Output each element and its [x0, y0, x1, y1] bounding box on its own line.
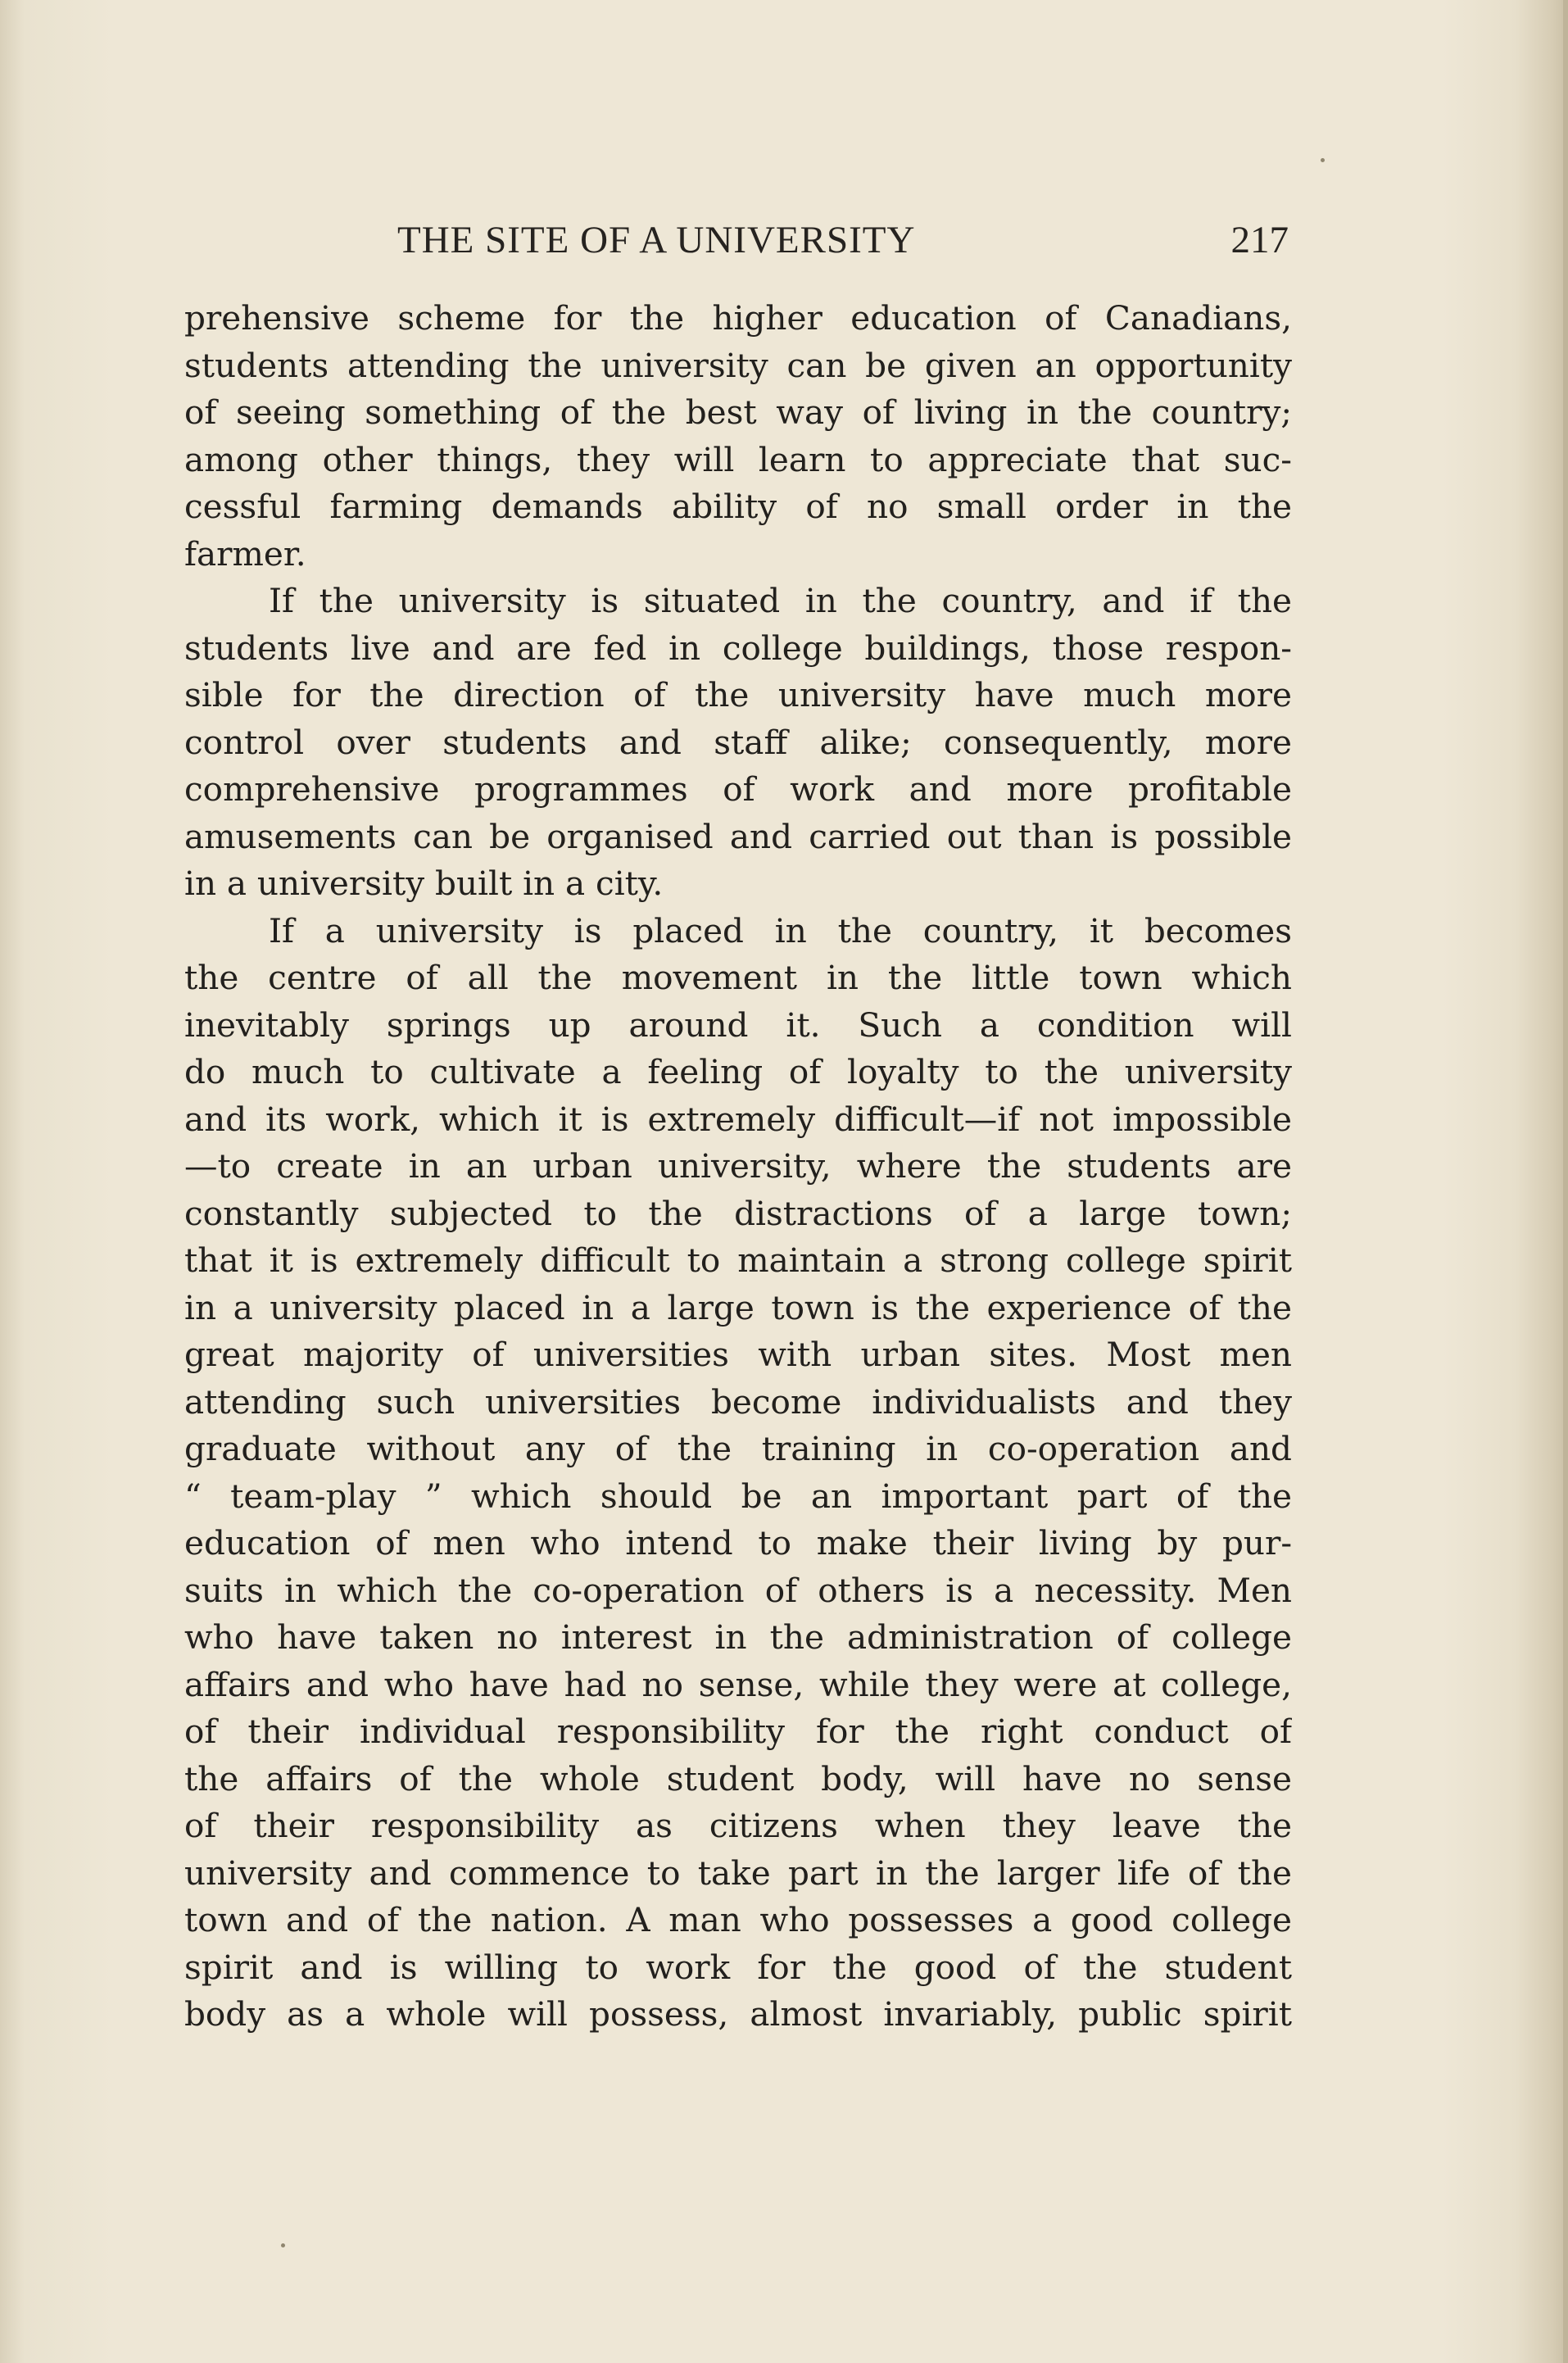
text-line: affairs and who have had no sense, while they were at college,	[184, 1664, 1292, 1704]
text-line: sible for the direction of the university have much more	[184, 675, 1292, 714]
text-line: attending such universities become individualists and they	[184, 1381, 1292, 1422]
text-line: in a university placed in a large town is the experience of the	[184, 1287, 1292, 1327]
text-line: the affairs of the whole student body, will have no sense	[184, 1758, 1292, 1798]
text-line: education of men who intend to make their living by pur-	[184, 1523, 1292, 1562]
text-line: do much to cultivate a feeling of loyalty to the university	[184, 1052, 1292, 1091]
text-line: of their responsibility as citizens when they leave the	[184, 1806, 1292, 1845]
text-line: control over students and staff alike; consequently, more	[184, 722, 1292, 762]
text-line: cessful farming demands ability of no small order in the	[184, 487, 1292, 526]
text-line: “ team-play ” which should be an important part of the	[184, 1476, 1292, 1516]
text-line: and its work, which it is extremely difficult—if not impossible	[184, 1099, 1292, 1139]
paragraph	[184, 295, 1292, 578]
text-line: suits in which the co-operation of others is a necessity. Men	[184, 1570, 1292, 1610]
text-line: among other things, they will learn to appreciate that suc-	[184, 439, 1292, 479]
text-line: that it is extremely difficult to maintain a strong college spirit	[184, 1240, 1292, 1280]
text-line: constantly subjected to the distractions of a large town;	[184, 1193, 1292, 1233]
text-line: university and commence to take part in the larger life of the	[184, 1853, 1292, 1893]
paragraph	[184, 578, 1292, 908]
text-line: who have taken no interest in the administration of college	[184, 1617, 1292, 1657]
text-line: If the university is situated in the country, and if the	[269, 581, 1292, 620]
text-line: students attending the university can be given an opportunity	[184, 345, 1292, 385]
running-title: THE SITE OF A UNIVERSITY	[397, 219, 916, 261]
text-line: spirit and is willing to work for the good of the student	[184, 1947, 1292, 1987]
text-line: If a university is placed in the country, it becomes	[269, 910, 1292, 950]
text-line: body as a whole will possess, almost invariably, public spirit	[184, 1994, 1292, 2034]
running-head	[184, 211, 1292, 269]
text-line: of seeing something of the best way of living in the country;	[184, 392, 1292, 432]
text-line: inevitably springs up around it. Such a condition will	[184, 1005, 1292, 1045]
text-line: great majority of universities with urban sites. Most men	[184, 1335, 1292, 1374]
page-number: 217	[1230, 219, 1289, 261]
paragraph	[184, 908, 1292, 2039]
text-line: the centre of all the movement in the little town which	[184, 958, 1292, 997]
text-line: of their individual responsibility for the right conduct of	[184, 1712, 1292, 1751]
text-line: —to create in an urban university, where the students are	[184, 1146, 1292, 1186]
text-line: in a university built in a city.	[184, 864, 664, 903]
text-line: town and of the nation. A man who possesses a good college	[184, 1900, 1292, 1939]
paper-speck	[281, 2243, 285, 2247]
paper-speck	[1321, 158, 1325, 162]
text-line: prehensive scheme for the higher education of Canadians,	[184, 298, 1292, 338]
text-line: amusements can be organised and carried out than is possible	[184, 816, 1292, 856]
text-line: graduate without any of the training in co-operation and	[184, 1429, 1292, 1468]
body-text	[184, 295, 1292, 2039]
text-line: students live and are fed in college buildings, those respon-	[184, 628, 1292, 668]
text-line: farmer.	[184, 533, 306, 574]
text-line: comprehensive programmes of work and more profitable	[184, 769, 1292, 809]
